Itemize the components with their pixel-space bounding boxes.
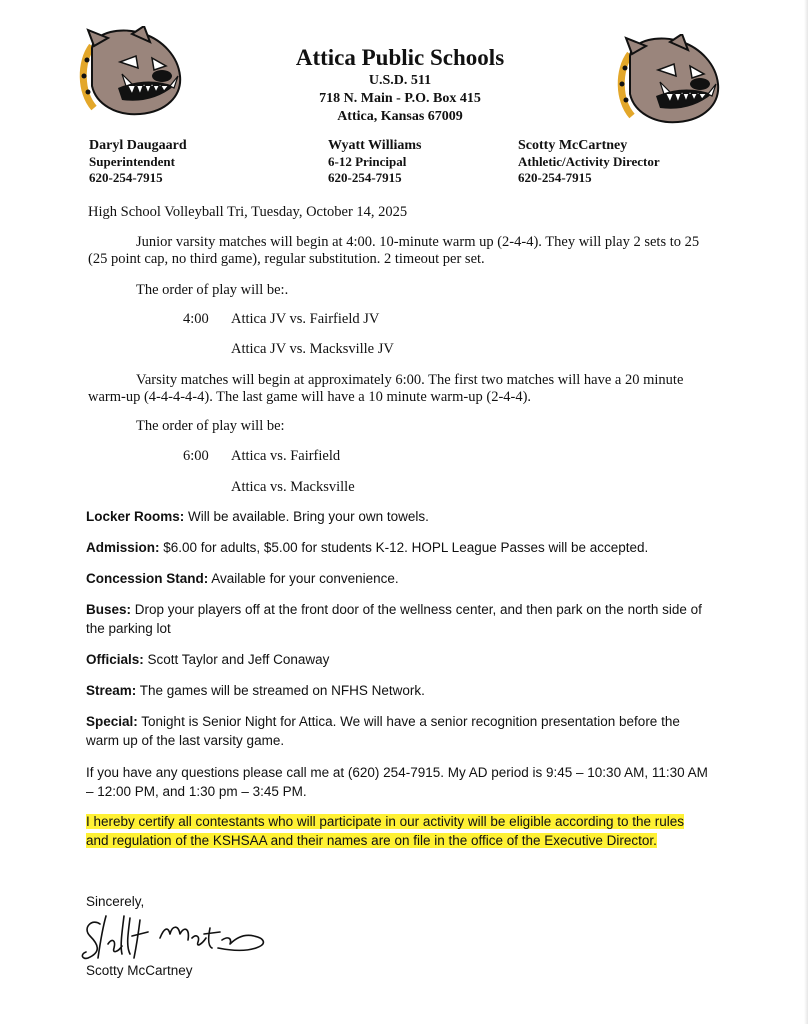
questions-line1: If you have any questions please call me at (620) 254-7915. My AD period is 9:45 – 10:30 AM, 11:30 AM (86, 765, 708, 780)
buses-label: Buses: (86, 602, 132, 617)
staff-name: Scotty McCartney (518, 138, 628, 153)
locker-rooms (86, 507, 726, 527)
page-edge-shadow (804, 0, 808, 1024)
varsity-match-2: Attica vs. Macksville (231, 479, 355, 495)
school-name: Attica Public Schools (295, 45, 505, 70)
jv-match-2: Attica JV vs. Macksville JV (231, 341, 394, 357)
varsity-paragraph-line1: Varsity matches will begin at approximately 6:00. The first two matches will have a 20 minute (136, 372, 684, 388)
jv-paragraph-line1: Junior varsity matches will begin at 4:00. 10-minute warm up (2-4-4). They will play 2 sets to 25 (136, 234, 700, 250)
concession-label: Concession Stand: (86, 571, 209, 586)
buses-text-line1: Drop your players off at the front door of the wellness center, and then park on the north side of (131, 602, 702, 617)
admission-text: $6.00 for adults, $5.00 for students K-12. HOPL League Passes will be accepted. (159, 540, 649, 555)
officials-text: Scott Taylor and Jeff Conaway (143, 652, 330, 667)
staff-principal (328, 138, 421, 186)
staff-athletic-director (518, 138, 660, 186)
staff-superintendent (89, 138, 187, 186)
staff-title: 6-12 Principal (328, 154, 407, 169)
buses-text-line2: the parking lot (86, 621, 171, 636)
jv-time: 4:00 (183, 311, 209, 327)
jv-match-1: Attica JV vs. Fairfield JV (231, 311, 380, 327)
staff-title: Superintendent (89, 154, 175, 169)
letter-subject: High School Volleyball Tri, Tuesday, October 14, 2025 (88, 204, 408, 220)
staff-name: Daryl Daugaard (89, 138, 187, 153)
admission-label: Admission: (86, 540, 160, 555)
stream-text: The games will be streamed on NFHS Network. (136, 683, 425, 698)
admission (86, 538, 726, 558)
stream-label: Stream: (86, 683, 137, 698)
concession-stand (86, 569, 726, 589)
signature (78, 908, 278, 964)
staff-title: Athletic/Activity Director (518, 154, 660, 169)
buses (86, 600, 726, 620)
stream (86, 681, 726, 701)
certify-line2-wrap (86, 831, 726, 851)
special-label: Special: (86, 714, 138, 729)
varsity-time: 6:00 (183, 448, 209, 464)
officials (86, 650, 726, 670)
closing-sincerely: Sincerely, (86, 894, 145, 909)
locker-rooms-text: Will be available. Bring your own towels. (184, 509, 429, 524)
street-address: 718 N. Main - P.O. Box 415 (319, 91, 481, 106)
officials-label: Officials: (86, 652, 144, 667)
locker-rooms-label: Locker Rooms: (86, 509, 185, 524)
letterhead (200, 44, 600, 126)
staff-phone: 620-254-7915 (89, 170, 163, 185)
certify-line2: and regulation of the KSHSAA and their names are on file in the office of the Executive Director. (86, 833, 657, 848)
varsity-paragraph-line2: warm-up (4-4-4-4-4). The last game will have a 10 minute warm-up (2-4-4). (88, 389, 532, 405)
city-state-zip: Attica, Kansas 67009 (337, 109, 463, 124)
certify-line1: I hereby certify all contestants who will participate in our activity will be eligible according to the rules (86, 814, 685, 829)
special (86, 712, 726, 732)
special-text-line2: warm up of the last varsity game. (86, 733, 285, 748)
jv-order-label: The order of play will be:. (136, 282, 289, 298)
bulldog-logo-left (74, 26, 186, 118)
concession-text: Available for your convenience. (208, 571, 399, 586)
district-number: U.S.D. 511 (368, 73, 432, 88)
staff-phone: 620-254-7915 (518, 170, 592, 185)
staff-name: Wyatt Williams (328, 138, 422, 153)
questions-line2: – 12:00 PM, and 1:30 pm – 3:45 PM. (86, 784, 307, 799)
special-text-line1: Tonight is Senior Night for Attica. We will have a senior recognition presentation before the (137, 714, 680, 729)
varsity-match-1: Attica vs. Fairfield (231, 448, 341, 464)
bulldog-logo-right (612, 34, 724, 126)
staff-phone: 620-254-7915 (328, 170, 402, 185)
signer-name: Scotty McCartney (86, 963, 193, 978)
varsity-order-label: The order of play will be: (136, 418, 285, 434)
certify-line1-wrap (86, 812, 726, 832)
jv-paragraph-line2: (25 point cap, no third game), regular substitution. 2 timeout per set. (88, 251, 485, 267)
